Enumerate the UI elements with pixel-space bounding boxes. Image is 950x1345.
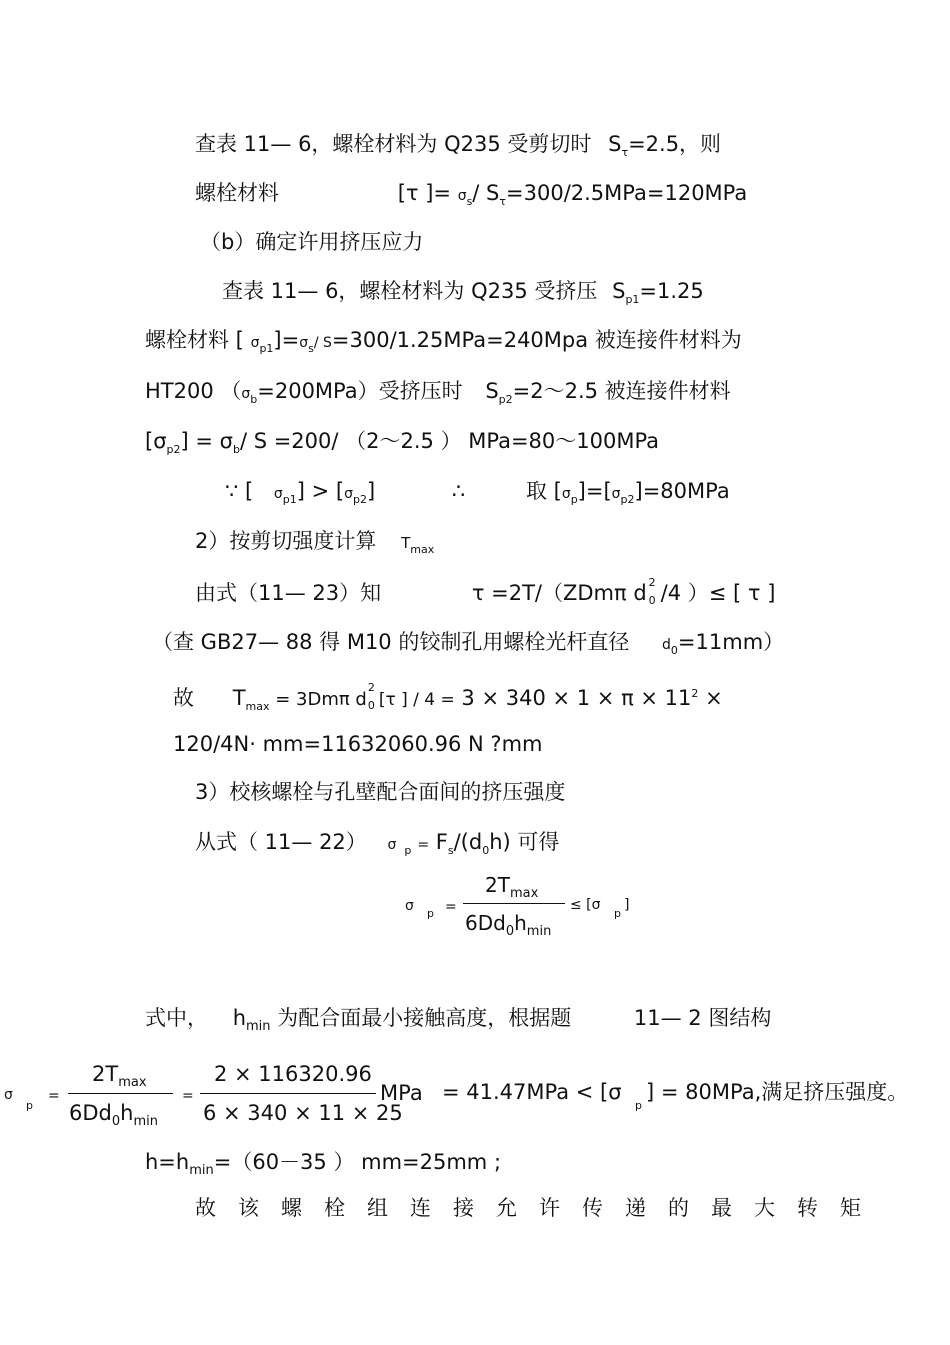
line-8 [225,478,730,513]
f2-den1-sub0: 0 [111,1114,121,1130]
l15-eq: = [417,837,430,853]
l12-sq: 2 [367,681,375,694]
l4-end: =1.25 [639,279,704,303]
f2-lhs: σ [4,1087,13,1103]
l1-sub: τ [621,146,629,160]
f2-lhs-sub: p [26,1099,33,1112]
f2-num1-sub: max [118,1075,147,1091]
l2-label: 螺栓材料 [195,181,279,205]
line-11 [152,629,784,664]
l7-c: ] = σ [180,429,233,453]
l2-sigma: σ [457,188,467,204]
l7-b: b [232,443,240,457]
l18-text: 故该螺栓组连接允许传递的最大转矩 [195,1196,883,1220]
l2-s: s [466,195,473,209]
f2-numerator-1 [92,1062,147,1090]
f1-den-sub0: 0 [505,924,515,939]
f2-bar-1 [68,1093,173,1094]
l7-p2: p2 [166,443,181,457]
l10-b: τ =2T/（ZDmπ d [471,581,647,605]
l13-result: 120/4N· mm=11632060.96 N ?mm [173,732,543,756]
l14-heading: 3）校核螺栓与孔壁配合面间的挤压强度 [195,780,566,804]
l11-end: =11mm） [677,630,785,654]
l8-take: 取 [ [525,479,562,503]
l2-result: =300/2.5MPa=120MPa [506,181,748,205]
l2-tau: [τ ]= [397,181,451,205]
f1-denominator [465,911,551,939]
f2-eq1: = [48,1088,60,1104]
f1-lhs: σ [405,898,414,914]
f2-tail: ] = 80MPa,满足挤压强度。 [646,1080,909,1104]
l4-sub: p1 [625,293,640,307]
l5-s: s [308,342,314,356]
l7-a: [σ [145,429,167,453]
l9-t: T [401,534,411,552]
l9-max: max [410,543,435,557]
f1-den-b: h [514,911,527,935]
line-4 [222,278,704,313]
f2-denominator-1 [69,1101,158,1129]
f2-denominator-2 [203,1101,403,1125]
f1-num: 2T [485,873,510,897]
l6-a: HT200 （ [145,379,242,403]
l8-close: ] [366,479,376,503]
l6-sigma: σ [241,386,251,402]
l5-sigma: σ [250,335,260,351]
line-17 [145,1149,501,1184]
line-6 [145,378,731,413]
f2-eq3: = 41.47MPa < [σ [442,1080,622,1104]
l9-heading: 2）按剪切强度计算 [195,529,377,553]
f2-den1-b: h [120,1101,134,1125]
line-12 [173,681,723,720]
line-13 [173,731,543,757]
l7-e: / S = [239,429,292,453]
l12-max: max [245,700,270,714]
l12-t: T [232,686,246,710]
l3-heading: （b）确定许用挤压应力 [200,230,424,254]
l6-b: b [250,393,258,407]
l15-a: 从式（ 11— 22） [195,830,367,854]
l8-p1: p1 [282,493,297,507]
l11-d: d [662,637,671,653]
l15-p: p [404,844,412,858]
f1-bar [463,903,565,904]
l12-zero: 0 [367,699,375,712]
l6-p2: p2 [498,393,513,407]
l5-slash: / S [313,335,332,351]
f2-eq2: = [182,1088,194,1104]
l15-end: h) 可得 [489,830,560,854]
line-16 [145,1005,771,1040]
l12-calc: 3 × 340 × 1 × π × 11 [454,686,692,710]
f2-den2: 6 × 340 × 11 × 25 [203,1101,403,1125]
f1-lhs-sub: p [427,907,434,920]
l8-sigma1: σ [273,486,283,502]
line-7 [145,428,659,463]
f1-num-sub: max [509,886,539,901]
l8-eq: ]=[ [577,479,612,503]
l6-s: S [485,379,499,403]
line-2 [195,180,747,215]
l6-g: =2～2.5 被连接件材料 [512,379,731,403]
line-14 [195,779,565,805]
l5-result: =300/1.25MPa=240Mpa 被连接件材料为 [331,328,742,352]
f1-rhs-end: ] [624,897,630,913]
l1-end: =2.5，则 [628,132,722,156]
l4-s: S [612,279,626,303]
l16-a: 式中， [145,1006,208,1030]
l5-eq: ]= [273,328,300,352]
f1-rhs: ≤ [σ [570,897,601,913]
l16-e: 11— 2 图结构 [633,1006,772,1030]
l16-h: h [232,1006,246,1030]
l16-min: min [246,1019,271,1035]
l15-sigma: σ [387,837,397,853]
l8-sigma3: σ [561,486,571,502]
f2-numerator-2 [214,1062,372,1086]
l17-c: =（60－35 ） mm=25mm ; [213,1150,502,1174]
f1-numerator [485,873,538,901]
l5-sigma2: σ [299,335,309,351]
line-3 [200,229,423,255]
f1-eq: = [445,899,457,915]
l11-a: （查 GB27— 88 得 M10 的铰制孔用螺栓光杆直径 [152,630,630,654]
l17-a: h=h [145,1150,190,1174]
f2-den1-a: 6Dd [69,1101,112,1125]
f2-num1: 2T [92,1062,119,1086]
l8-result: ]=80MPa [634,479,730,503]
l15-d: /(d [453,830,483,854]
l12-tau: [τ ] / 4 = [378,690,455,710]
l2-slash: / S [472,181,500,205]
l17-min: min [189,1163,214,1179]
l8-gt: ] > [ [296,479,345,503]
l12-therefore: 故 [173,686,194,710]
l15-zero: 0 [482,844,490,858]
l8-therefore: ∴ [451,479,466,503]
l8-sigma2: σ [344,486,353,502]
line-5 [145,327,742,362]
f2-bar-2 [200,1093,376,1094]
l10-a: 由式（11— 23）知 [195,581,382,605]
line-9 [195,528,434,563]
line-15 [195,829,559,864]
l12-dmpi: = 3Dmπ d [269,689,367,710]
l15-s: s [447,844,454,858]
line-10 [195,576,776,607]
l11-zero: 0 [670,644,678,658]
f2-den1-sub: min [133,1114,158,1130]
l7-f: 200/ （2～2.5 ） MPa=80～100MPa [291,429,660,453]
l15-f: F [435,830,448,854]
l8-p2b: p2 [620,493,635,507]
l5-p1: p1 [259,342,274,356]
l10-zero: 0 [648,594,656,607]
l1-s: S [608,132,622,156]
l1-text: 查表 11— 6，螺栓材料为 Q235 受剪切时 [195,132,592,156]
l16-d: 为配合面最小接触高度，根据题 [270,1006,572,1030]
l4-text: 查表 11— 6，螺栓材料为 Q235 受挤压 [222,279,598,303]
l8-p: p [570,493,578,507]
line-1 [195,131,721,166]
l8-because: ∵ [ [225,479,254,503]
l12-sq2: 2 [691,687,699,700]
l6-d: =200MPa）受挤压时 [257,379,463,403]
l12-times: × [698,686,723,710]
l8-sigma4: σ [611,486,621,502]
l5-a: 螺栓材料 [ [145,328,244,352]
f1-den-a: 6Dd [465,911,506,935]
f2-rsub: p [635,1099,642,1112]
l10-sq: 2 [648,576,656,589]
l8-p2: p2 [353,493,367,507]
l2-tau-sub: τ [499,195,507,209]
line-18 [195,1195,883,1221]
f1-rhs-sub: p [614,907,621,920]
l10-e: /4 ）≤ [ τ ] [660,581,776,605]
f2-num2: 2 × 116320.96 [214,1062,372,1086]
f2-mpa: MPa [380,1081,423,1105]
f1-den-sub: min [526,924,552,939]
